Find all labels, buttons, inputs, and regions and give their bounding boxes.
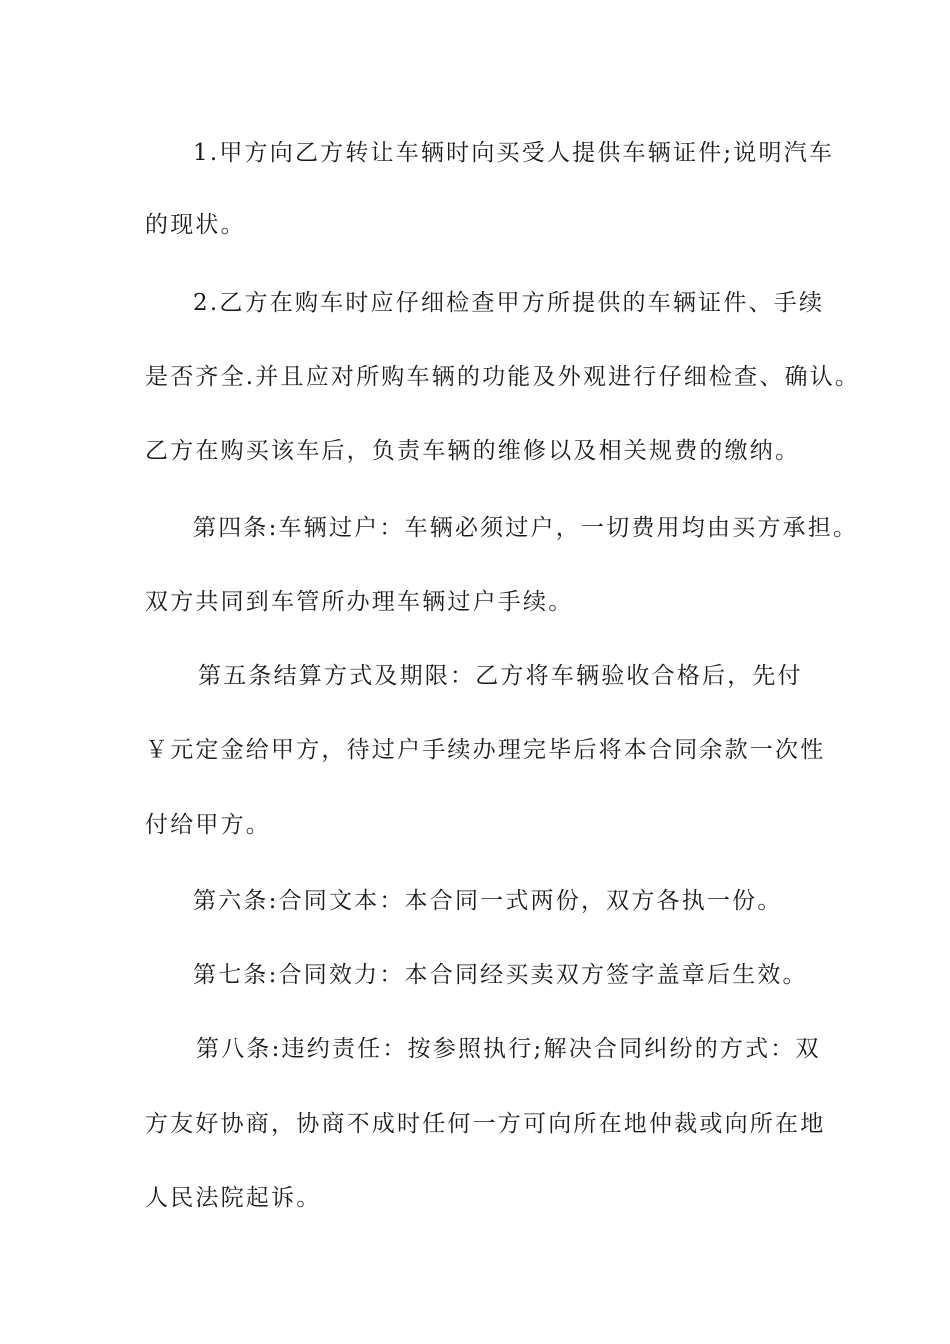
clause-3-item-1-line-2: 的现状。 [145, 212, 246, 238]
clause-3-item-2-line-3: 乙方在购买该车后，负责车辆的维修以及相关规费的缴纳。 [145, 438, 801, 464]
clause-6-line-1: 第六条:合同文本：本合同一式两份，双方各执一份。 [193, 888, 783, 914]
clause-3-item-2-line-2: 是否齐全.并且应对所购车辆的功能及外观进行仔细检查、确认。 [145, 364, 861, 390]
clause-8-line-3: 人民法院起诉。 [145, 1185, 322, 1211]
clause-8-line-2: 方友好协商，协商不成时任何一方可向所在地仲裁或向所在地 [145, 1111, 826, 1137]
clause-5-line-2: ￥元定金给甲方，待过户手续办理完毕后将本合同余款一次性 [145, 737, 826, 763]
clause-3-item-2-line-1: 2.乙方在购车时应仔细检查甲方所提供的车辆证件、手续 [193, 290, 825, 316]
clause-3-item-1-line-1: 1.甲方向乙方转让车辆时向买受人提供车辆证件;说明汽车 [193, 140, 835, 166]
clause-8-line-1: 第八条:违约责任：按参照执行;解决合同纠纷的方式：双 [196, 1036, 821, 1062]
clause-5-line-1: 第五条结算方式及期限：乙方将车辆验收合格后，先付 [198, 663, 803, 689]
clause-4-line-2: 双方共同到车管所办理车辆过户手续。 [145, 589, 574, 615]
clause-4-line-1: 第四条:车辆过户：车辆必须过户，一切费用均由买方承担。 [193, 515, 859, 541]
clause-7-line-1: 第七条:合同效力：本合同经买卖双方签字盖章后生效。 [193, 962, 808, 988]
clause-5-line-3: 付给甲方。 [145, 812, 271, 838]
